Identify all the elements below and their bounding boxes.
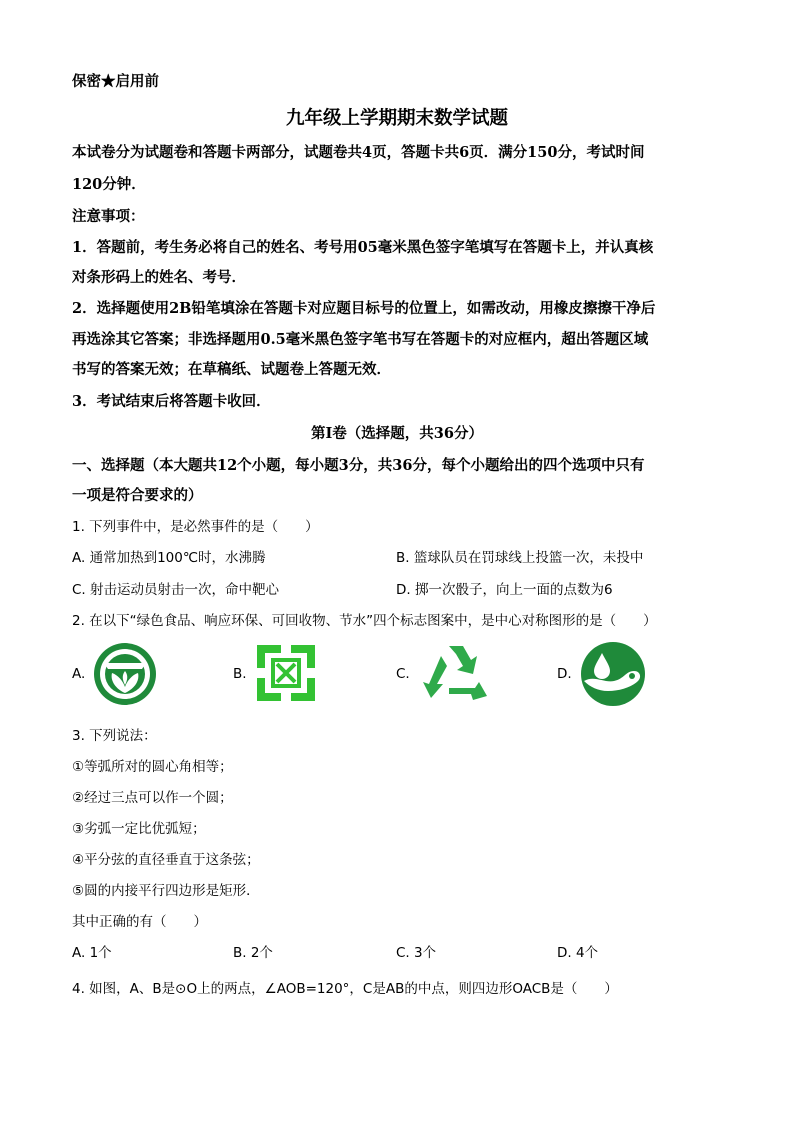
intro-line-2: 120分钟． — [72, 176, 146, 193]
q3-option-d: D. 4个 — [557, 945, 599, 961]
q1-option-b: B. 篮球队员在罚球线上投篮一次，未投中 — [396, 550, 644, 566]
intro-line-1: 本试卷分为试题卷和答题卡两部分，试题卷共4页，答题卡共6页．满分150分，考试时间 — [72, 144, 645, 161]
q3-statement-1: ①等弧所对的圆心角相等； — [72, 759, 233, 775]
q2-stem: 2. 在以下“绿色食品、响应环保、可回收物、节水”四个标志图案中，是中心对称图形的是（ ） — [72, 613, 657, 629]
q3-statement-4: ④平分弦的直径垂直于这条弦； — [72, 852, 260, 868]
q1-option-d: D. 掷一次骰子，向上一面的点数为6 — [396, 582, 613, 598]
q3-option-c: C. 3个 — [396, 945, 437, 961]
q3-statement-3: ③劣弧一定比优弧短； — [72, 821, 206, 837]
q1-option-a: A. 通常加热到100℃时，水沸腾 — [72, 550, 266, 566]
note-1-line-2: 对条形码上的姓名、考号． — [72, 269, 246, 286]
recycle-logo — [419, 640, 493, 706]
q1-option-c: C. 射击运动员射击一次，命中靶心 — [72, 582, 280, 598]
environment-logo — [255, 643, 317, 703]
green-food-logo — [92, 641, 158, 707]
page-title: 九年级上学期期末数学试题 — [285, 108, 508, 129]
note-3: 3．考试结束后将答题卡收回． — [72, 393, 271, 410]
q3-statement-5: ⑤圆的内接平行四边形是矩形． — [72, 883, 260, 899]
note-2-line-3: 书写的答案无效；在草稿纸、试题卷上答题无效． — [72, 361, 391, 378]
q3-stem: 3. 下列说法： — [72, 728, 157, 744]
q2-option-a-label: A. — [72, 666, 86, 682]
q4-stem: 4. 如图，A、B是⊙O上的两点，∠AOB=120°，C是AB的中点，则四边形OACB是（ ） — [72, 981, 618, 997]
secret-label: 保密★启用前 — [72, 73, 159, 90]
section-heading: 第Ⅰ卷（选择题，共36分） — [311, 425, 483, 442]
q3-option-b: B. 2个 — [233, 945, 273, 961]
q3-option-a: A. 1个 — [72, 945, 112, 961]
note-2-line-2: 再选涂其它答案；非选择题用0.5毫米黑色签字笔书写在答题卡的对应框内，超出答题区域 — [72, 331, 649, 348]
part-1-line-1: 一、选择题（本大题共12个小题，每小题3分，共36分，每个小题给出的四个选项中只有 — [72, 457, 645, 474]
part-1-line-2: 一项是符合要求的） — [72, 487, 203, 504]
note-1-line-1: 1．答题前，考生务必将自己的姓名、考号用05毫米黑色签字笔填写在答题卡上，并认真核 — [72, 239, 654, 256]
q1-stem: 1. 下列事件中，是必然事件的是（ ） — [72, 519, 319, 535]
q2-option-b-label: B. — [233, 666, 247, 682]
q2-option-d-label: D. — [557, 666, 572, 682]
note-2-line-1: 2．选择题使用2B铅笔填涂在答题卡对应题目标号的位置上，如需改动，用橡皮擦擦干净后 — [72, 300, 656, 317]
water-saving-logo — [580, 641, 646, 707]
q2-option-c-label: C. — [396, 666, 410, 682]
q3-question: 其中正确的有（ ） — [72, 914, 207, 930]
q3-statement-2: ②经过三点可以作一个圆； — [72, 790, 233, 806]
notes-title: 注意事项： — [72, 208, 145, 225]
